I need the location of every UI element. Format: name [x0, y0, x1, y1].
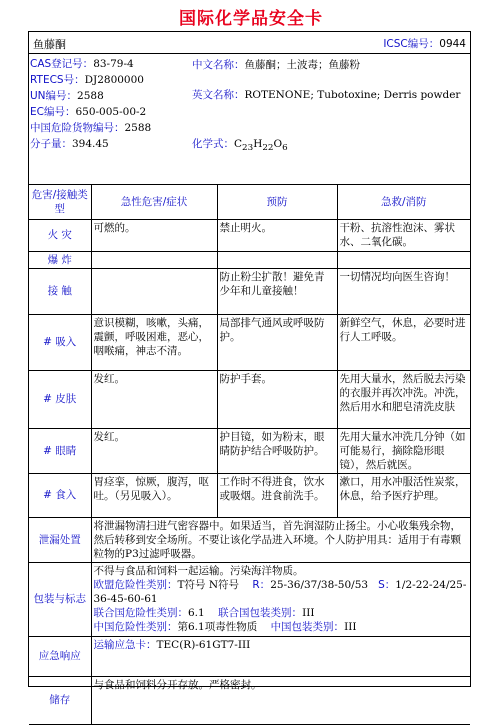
spill-text: 将泄漏物清扫进气密容器中。如果适当，首先润湿防止扬尘。小心收集残余物，然后转移到安全场所。不要让该化学品进入环境。个人防护用具：适用于有毒颗粒物的P3过滤呼吸器。 [91, 517, 470, 562]
table-row: 火 灾 可燃的。 禁止明火。 干粉、抗溶性泡沫、雾状水、二氧化碳。 [29, 219, 470, 251]
chinese-names: 中文名称：鱼藤酮；土波毒；鱼藤粉 [192, 59, 360, 71]
storage-text: 与食品和饲料分开存放。严格密封。 [91, 676, 470, 724]
spill-row: 泄漏处置 将泄漏物清扫进气密容器中。如果适当，首先润湿防止扬尘。小心收集残余物，然后转移到安全场所。不要让该化学品进入环境。个人防护用具：适用于有毒颗粒物的P3过滤呼吸器。 [29, 517, 470, 562]
header-symptom: 急性危害/症状 [91, 185, 217, 219]
emergency-row: 应急响应 运输应急卡：TEC(R)-61GT7-III [29, 636, 470, 676]
header-prevention: 预防 [217, 185, 337, 219]
english-names: 英文名称：ROTENONE; Tubotoxine; Derris powder [192, 89, 461, 101]
molecular-weight: 分子量：394.45 [30, 138, 109, 150]
table-row: # 皮肤 发红。 防护手套。 先用大量水，然后脱去污染的衣服并再次冲洗。冲洗，然后用水和肥皂清洗皮肤 [29, 370, 470, 428]
chemical-formula: 化学式：$C_{23}H_{22}O_6$ [192, 138, 288, 154]
storage-row: 储存 与食品和饲料分开存放。严格密封。 [29, 676, 470, 724]
identifiers-section [29, 54, 470, 185]
page-title: 国际化学品安全卡 [179, 9, 323, 29]
table-header-row [29, 185, 470, 219]
table-row: # 眼睛 发红。 护目镜，如为粉末，眼睛防护结合呼吸防护。 先用大量水冲洗几分钟（如可能易行，摘除隐形眼镜），然后就医。 [29, 428, 470, 473]
safety-card [28, 31, 471, 706]
header-aid: 急救/消防 [337, 185, 470, 219]
packaging-row: 包装与标志 不得与食品和饲料一起运输。污染海洋物质。 欧盟危险性类别：T符号 N符号 R：25-36/37/38-50/53 S：1/2-22-24/25-36-45-60-61 联合国危险性类别：6.1 联合国包装类别：III 中国危险性类别：第6.1项毒性物质 中国包装类别：III [29, 562, 470, 636]
hazard-table [29, 185, 470, 725]
header-type: 危害/接触类型 [29, 185, 91, 219]
cas-number: CAS登记号：83-79-4 [30, 58, 134, 70]
cn-danger-number: 中国危险货物编号：2588 [30, 122, 152, 134]
ec-number: EC编号：650-005-00-2 [30, 106, 147, 118]
packaging-text: 不得与食品和饲料一起运输。污染海洋物质。 欧盟危险性类别：T符号 N符号 R：25-36/37/38-50/53 S：1/2-22-24/25-36-45-60-61 联合国危险性类别：6.1 联合国包装类别：III 中国危险性类别：第6.1项毒性物质 中国包装类别：III [91, 562, 470, 636]
icsc-number: ICSC编号：0944 [383, 38, 466, 50]
table-row: 爆 炸 [29, 251, 470, 268]
rtecs-number: RTECS号：DJ2800000 [30, 74, 144, 86]
name-row [29, 32, 470, 54]
emergency-text: 运输应急卡：TEC(R)-61GT7-III [91, 636, 470, 676]
chemical-name: 鱼藤酮 [33, 38, 66, 51]
table-row: # 食入 胃痉挛，惊厥，腹泻，呕吐。（另见吸入）。 工作时不得进食，饮水或吸烟。进食前洗手。 漱口，用水冲服活性炭浆，休息，给予医疗护理。 [29, 473, 470, 517]
un-number: UN编号：2588 [30, 90, 104, 102]
table-row: 接 触 防止粉尘扩散！避免青少年和儿童接触！ 一切情况均向医生咨询！ [29, 268, 470, 314]
table-row: # 吸入 意识模糊，咳嗽，头痛，震颤，呼吸困难，恶心，咽喉痛，神志不清。 局部排气通风或呼吸防护。 新鲜空气，休息，必要时进行人工呼吸。 [29, 314, 470, 370]
